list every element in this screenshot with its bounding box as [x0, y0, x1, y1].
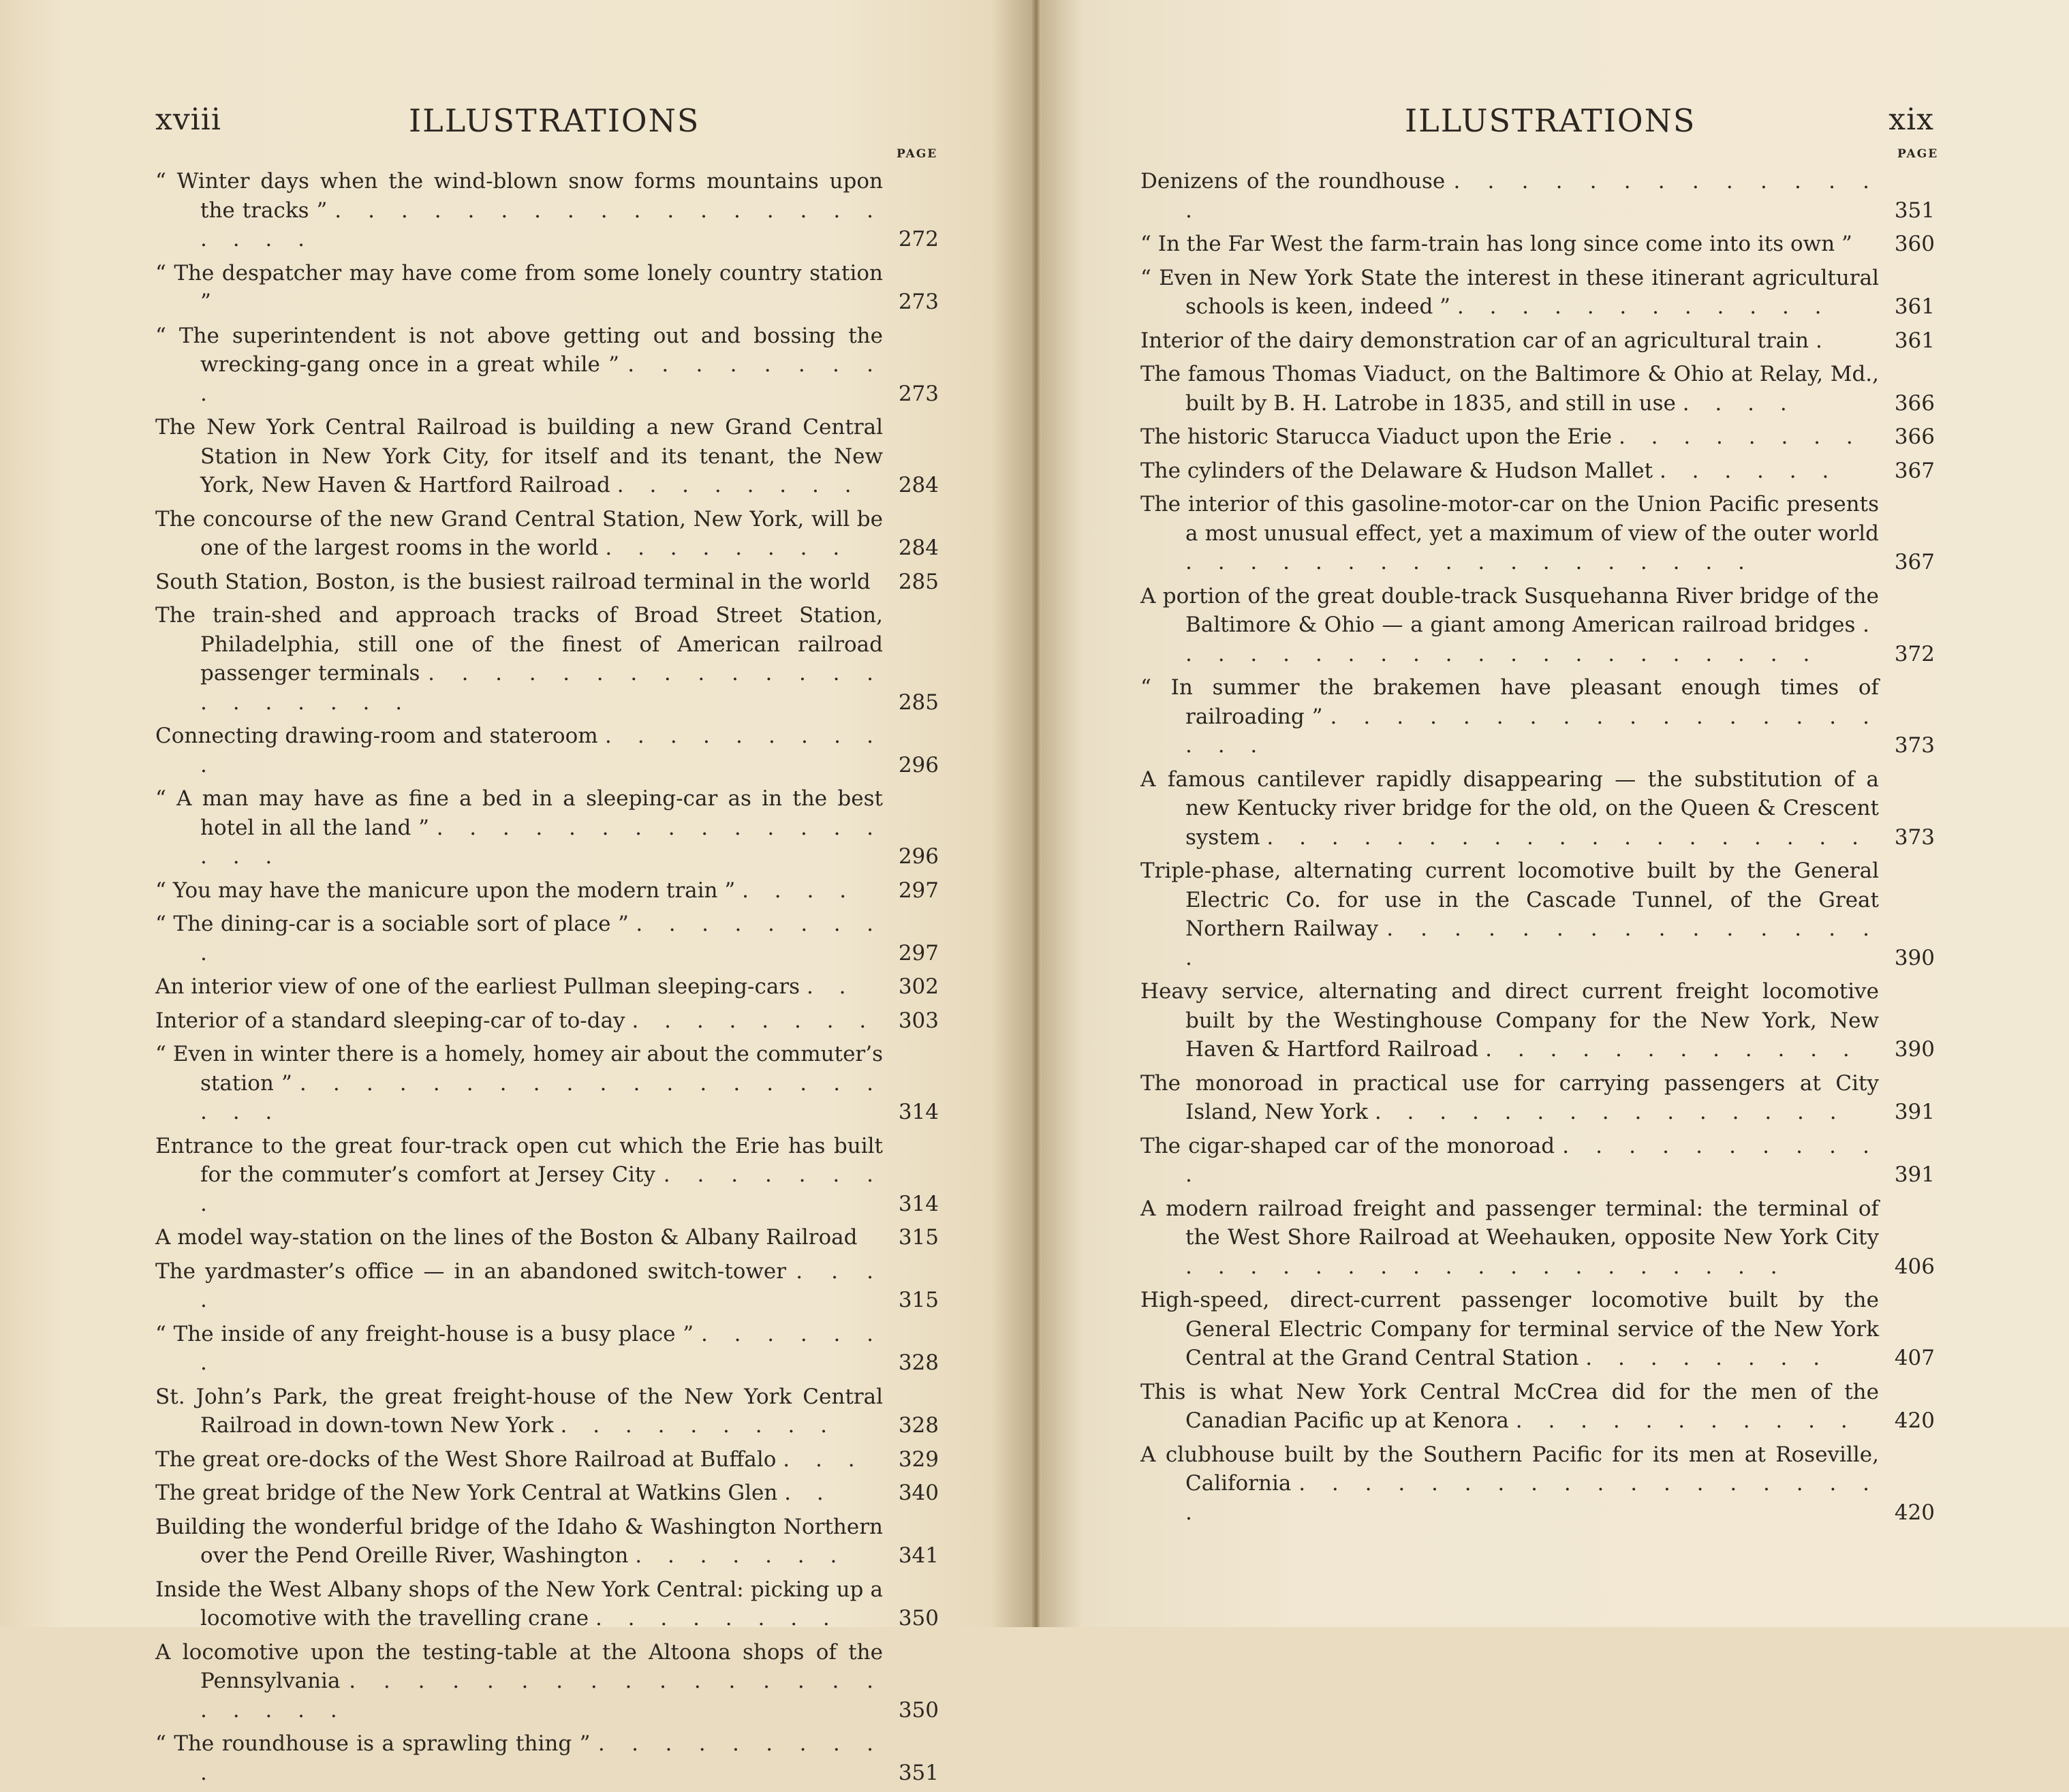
- dot-leader: . . . .: [1682, 390, 1796, 416]
- dot-leader: . . . . . . . . . . . . . . . . . . .: [1266, 824, 1868, 850]
- illustration-page-number: 372: [1894, 641, 1935, 666]
- dot-leader: . . . .: [742, 878, 856, 903]
- list-item: [155, 1445, 939, 1474]
- illustration-caption: The historic Starucca Viaduct upon the Erie: [1140, 424, 1613, 449]
- list-item: [155, 1040, 939, 1127]
- dot-leader: . . . . . . . . . . . . . . . . . . . . .: [1185, 613, 1879, 666]
- illustration-caption: High-speed, direct-current passenger locomotive built by the General Electric Company for terminal service of the New York Central at the Grand Central Station: [1140, 1288, 1879, 1370]
- dot-leader: . . . . . . . . . . . . . . . . . . . . .: [200, 661, 883, 715]
- list-item: [1140, 422, 1935, 452]
- illustration-page-number: 273: [898, 290, 939, 314]
- illustration-caption: Interior of the dairy demonstration car of an agricultural train: [1140, 328, 1809, 353]
- illustration-caption: “ The inside of any freight-house is a busy place ”: [155, 1321, 694, 1346]
- illustration-caption: The interior of this gasoline-motor-car on the Union Pacific presents a most unusual effect, yet a maximum of view of the outer world: [1140, 492, 1879, 546]
- illustration-page-number: 420: [1894, 1408, 1935, 1433]
- dot-leader: . . . . . . . . . . . . . . . . . .: [1185, 550, 1754, 574]
- running-head: [155, 102, 937, 143]
- illustration-page-number: 285: [898, 569, 939, 594]
- illustration-page-number: 272: [898, 227, 939, 251]
- list-item: [155, 1513, 939, 1571]
- list-item: [155, 1729, 939, 1787]
- list-item: [1140, 1194, 1935, 1282]
- illustration-caption: “ The superintendent is not above getting out and bossing the wrecking-gang once in a great while ”: [155, 323, 883, 377]
- dot-leader: . . . . . . . . . .: [200, 724, 883, 777]
- illustration-page-number: 285: [898, 690, 939, 715]
- dot-leader: . . . . . . . . . . .: [1515, 1408, 1857, 1433]
- list-item: [1140, 765, 1935, 852]
- illustration-caption: The yardmaster’s office — in an abandoned switch-tower: [155, 1258, 787, 1284]
- fold-shadow: [1042, 0, 1083, 1627]
- list-item: [1140, 1286, 1935, 1373]
- illustration-caption: A famous cantilever rapidly disappearing — the substitution of a new Kentucky river bridge for the old, on the Queen & Crescent system: [1140, 767, 1879, 850]
- illustration-page-number: 351: [1894, 198, 1935, 223]
- dot-leader: . . . . . . . . . . . . . . . . . . . . .: [200, 1070, 884, 1124]
- dot-leader: . . . . . . . .: [595, 1606, 839, 1631]
- illustration-caption: Building the wonderful bridge of the Idaho & Washington Northern over the Pend Oreille River, Washington: [155, 1514, 883, 1568]
- illustration-caption: The great ore-docks of the West Shore Railroad at Buffalo: [155, 1447, 777, 1472]
- dot-leader: . . . . . . . . . . . . . . . .: [1185, 916, 1879, 970]
- illustration-page-number: 315: [898, 1288, 939, 1312]
- dot-leader: . . . . . . . .: [200, 1162, 883, 1216]
- list-item: [155, 259, 939, 317]
- illustration-caption: South Station, Boston, is the busiest railroad terminal in the world: [155, 569, 871, 594]
- illustration-page-number: 328: [898, 1413, 939, 1438]
- illustration-page-number: 391: [1894, 1100, 1935, 1124]
- illustration-caption: “ Winter days when the wind-blown snow forms mountains upon the tracks ”: [155, 169, 883, 223]
- illustration-caption: The famous Thomas Viaduct, on the Baltimore & Ohio at Relay, Md., built by B. H. Latrobe in 1835, and still in use: [1140, 362, 1879, 416]
- dot-leader: . . . . . . . . . . . . . . .: [1374, 1100, 1846, 1124]
- illustration-page-number: 361: [1894, 328, 1935, 353]
- dot-leader: .: [1815, 328, 1832, 353]
- list-item: [1140, 230, 1935, 259]
- illustration-page-number: 303: [898, 1008, 939, 1033]
- illustration-caption: Interior of a standard sleeping-car of to-day: [155, 1008, 625, 1033]
- dot-leader: . . . . . . . . . . . . . .: [1185, 169, 1879, 223]
- illustration-caption: “ You may have the manicure upon the modern train ”: [155, 878, 736, 903]
- illustration-caption: Entrance to the great four-track open cut which the Erie has built for the commuter’s comfort at Jersey City: [155, 1133, 883, 1187]
- illustration-page-number: 361: [1894, 294, 1935, 319]
- dot-leader: . . . . . . . . .: [200, 352, 883, 406]
- illustration-page-number: 373: [1894, 824, 1935, 850]
- illustration-caption: A locomotive upon the testing-table at the Altoona shops of the Pennsylvania: [155, 1639, 883, 1693]
- list-item: [1140, 1440, 1935, 1528]
- dot-leader: . . . . . . . .: [605, 536, 850, 560]
- illustration-page-number: 341: [898, 1543, 939, 1568]
- page-column-label: PAGE: [897, 147, 938, 161]
- list-item: [1140, 490, 1935, 577]
- dot-leader: . . . . . . . . . . .: [1185, 1133, 1879, 1187]
- dot-leader: . . . . . . . . . . . . . . . . .: [200, 815, 884, 869]
- illustration-page-number: 350: [898, 1697, 939, 1723]
- illustration-page-number: 329: [898, 1447, 939, 1472]
- list-item: [1140, 1132, 1935, 1190]
- illustration-page-number: 360: [1894, 232, 1935, 256]
- list-item: [155, 1320, 939, 1378]
- dot-leader: . . . . . . . . . .: [200, 1731, 883, 1785]
- illustration-caption: A modern railroad freight and passenger terminal: the terminal of the West Shore Railroad at Weehauken, opposite New York City: [1140, 1196, 1879, 1250]
- list-item: [155, 910, 939, 968]
- list-item: [1140, 1378, 1935, 1436]
- illustration-page-number: 314: [898, 1100, 939, 1124]
- list-item: [155, 1638, 939, 1725]
- dot-leader: . . . . . . . . . . . . . . . . . . . . .: [200, 1669, 883, 1723]
- illustration-page-number: 315: [898, 1225, 939, 1250]
- illustration-caption: Inside the West Albany shops of the New York Central: picking up a locomotive with the travelling crane: [155, 1577, 883, 1631]
- list-item: [1140, 582, 1935, 669]
- page-number: xviii: [155, 102, 221, 137]
- dot-leader: . . . . . . . . . . . . . . . . . . . . .: [200, 198, 884, 251]
- illustration-caption: The concourse of the new Grand Central Station, New York, will be one of the largest rooms in the world: [155, 506, 883, 560]
- list-item: [1140, 360, 1935, 418]
- list-item: [1140, 977, 1935, 1064]
- list-item: [1140, 673, 1935, 760]
- illustration-page-number: 367: [1894, 550, 1935, 574]
- dot-leader: . . . . . . . .: [617, 473, 861, 497]
- illustration-caption: Triple-phase, alternating current locomotive built by the General Electric Co. for use in the Cascade Tunnel, of the Great Northern Railway: [1140, 859, 1879, 941]
- list-item: [1140, 167, 1935, 225]
- dot-leader: . . . . . . . . . . . . . . . . . . .: [1185, 1471, 1880, 1525]
- dot-leader: . . . . . . . .: [1585, 1346, 1830, 1370]
- dot-leader: . . . . . . . . . . . . . . . . . . . .: [1185, 704, 1879, 758]
- illustration-caption: This is what New York Central McCrea did for the men of the Canadian Pacific up at Kenora: [1140, 1379, 1879, 1433]
- fold-shadow: [991, 0, 1032, 1627]
- illustration-caption: “ In the Far West the farm-train has long since come into its own ”: [1140, 232, 1852, 256]
- dot-leader: . . . . . . . . .: [560, 1413, 837, 1438]
- illustration-page-number: 351: [898, 1760, 939, 1785]
- illustration-page-number: 366: [1894, 390, 1935, 416]
- illustration-page-number: 297: [898, 940, 939, 965]
- illustration-caption: The cylinders of the Delaware & Hudson Mallet: [1140, 458, 1653, 483]
- list-item: [155, 413, 939, 500]
- running-head: [1140, 102, 1934, 143]
- list-item: [155, 601, 939, 717]
- page-title: ILLUSTRATIONS: [1405, 102, 1696, 139]
- illustration-caption: Connecting drawing-room and stateroom: [155, 724, 598, 748]
- list-item: [1140, 856, 1935, 972]
- page-title: ILLUSTRATIONS: [409, 102, 700, 139]
- illustration-page-number: 406: [1894, 1254, 1935, 1279]
- right-page: [1042, 0, 2069, 1627]
- dot-leader: . . . . . . .: [635, 1543, 847, 1568]
- illustration-caption: Heavy service, alternating and direct current freight locomotive built by the Westinghouse Company for the New York, New Haven & Hartford Railroad: [1140, 979, 1879, 1062]
- list-item: [1140, 264, 1935, 322]
- dot-leader: . .: [784, 1481, 833, 1505]
- dot-leader: . . . . . . . . . . . . . . . . . . .: [1185, 1254, 1787, 1279]
- illustration-caption: “ Even in winter there is a homely, homey air about the commuter’s station ”: [155, 1042, 883, 1096]
- list-item: [155, 722, 939, 779]
- dot-leader: . . . . . . .: [200, 1321, 884, 1375]
- list-item: [155, 876, 939, 906]
- illustration-page-number: 328: [898, 1350, 939, 1375]
- list-item: [1140, 1069, 1935, 1127]
- list-item: [155, 784, 939, 871]
- illustration-page-number: 284: [898, 473, 939, 497]
- list-item: [155, 1479, 939, 1508]
- illustration-page-number: 297: [898, 878, 939, 903]
- list-item: [155, 1257, 939, 1315]
- illustration-caption: Denizens of the roundhouse: [1140, 169, 1446, 194]
- illustration-caption: “ In summer the brakemen have pleasant enough times of railroading ”: [1140, 675, 1879, 729]
- dot-leader: . . . . . . . . . . . .: [1457, 294, 1831, 319]
- illustration-page-number: 296: [898, 844, 939, 869]
- list-item: [155, 167, 939, 254]
- page-column-label: PAGE: [1897, 147, 1939, 161]
- illustration-page-number: 296: [898, 752, 939, 777]
- list-item: [155, 1006, 939, 1036]
- list-item: [155, 322, 939, 409]
- dot-leader: . . . . . . . .: [1618, 424, 1863, 449]
- dot-leader: . . .: [783, 1447, 865, 1472]
- illustration-page-number: 391: [1894, 1162, 1935, 1187]
- list-item: [155, 1223, 939, 1252]
- list-item: [155, 972, 939, 1002]
- illustration-caption: The cigar-shaped car of the monoroad: [1140, 1133, 1555, 1158]
- illustration-page-number: 273: [898, 381, 939, 406]
- list-item: [155, 568, 939, 597]
- illustration-caption: St. John’s Park, the great freight-house of the New York Central Railroad in down-town New York: [155, 1384, 883, 1438]
- illustration-caption: “ The despatcher may have come from some lonely country station ”: [155, 260, 883, 314]
- illustration-caption: “ A man may have as fine a bed in a sleeping-car as in the best hotel in all the land ”: [155, 786, 883, 840]
- illustration-page-number: 284: [898, 536, 939, 560]
- list-item: [155, 1132, 939, 1219]
- dot-leader: . . . .: [200, 1258, 883, 1312]
- list-item: [155, 1382, 939, 1440]
- dot-leader: . . . . . . . . .: [200, 912, 883, 965]
- illustration-page-number: 350: [898, 1606, 939, 1631]
- illustration-caption: “ Even in New York State the interest in these itinerant agricultural schools is keen, indeed ”: [1140, 265, 1879, 319]
- page-number: xix: [1888, 102, 1934, 137]
- illustration-page-number: 373: [1894, 733, 1935, 758]
- illustration-page-number: 340: [898, 1481, 939, 1505]
- illustration-list: [155, 167, 939, 1792]
- illustration-page-number: 302: [898, 974, 939, 999]
- illustration-caption: The New York Central Railroad is building a new Grand Central Station in New York City, for itself and its tenant, the New York, New Haven & Hartford Railroad: [155, 415, 883, 497]
- illustration-page-number: 314: [898, 1191, 939, 1216]
- list-item: [1140, 326, 1935, 356]
- illustration-list: [1140, 167, 1935, 1532]
- dot-leader: . . . . . . . .: [632, 1008, 876, 1033]
- illustration-caption: “ The roundhouse is a sprawling thing ”: [155, 1731, 591, 1756]
- list-item: [155, 505, 939, 563]
- left-page: [0, 0, 1032, 1785]
- book-gutter: [1032, 0, 1042, 1627]
- illustration-page-number: 420: [1894, 1500, 1935, 1525]
- illustration-page-number: 367: [1894, 458, 1935, 483]
- list-item: [1140, 457, 1935, 486]
- illustration-caption: A model way-station on the lines of the Boston & Albany Railroad: [155, 1225, 858, 1250]
- illustration-page-number: 390: [1894, 1037, 1935, 1062]
- list-item: [155, 1575, 939, 1633]
- illustration-caption: “ The dining-car is a sociable sort of place ”: [155, 912, 629, 936]
- illustration-page-number: 366: [1894, 424, 1935, 449]
- illustration-page-number: 390: [1894, 945, 1935, 970]
- dot-leader: . . . . . .: [1659, 458, 1839, 483]
- illustration-caption: A portion of the great double-track Susquehanna River bridge of the Baltimore & Ohio — a giant among American railroad bridges: [1140, 583, 1879, 637]
- dot-leader: . .: [806, 974, 856, 999]
- dot-leader: . . . . . . . . . . . .: [1485, 1037, 1859, 1062]
- illustration-caption: An interior view of one of the earliest Pullman sleeping-cars: [155, 974, 800, 999]
- illustration-caption: The train-shed and approach tracks of Broad Street Station, Philadelphia, still one of the finest of American railroad passenger terminals: [155, 603, 883, 685]
- illustration-caption: A clubhouse built by the Southern Pacific for its men at Roseville, California: [1140, 1442, 1879, 1496]
- illustration-caption: The great bridge of the New York Central at Watkins Glen: [155, 1481, 778, 1505]
- illustration-page-number: 407: [1894, 1346, 1935, 1370]
- illustration-caption: The monoroad in practical use for carrying passengers at City Island, New York: [1140, 1070, 1879, 1124]
